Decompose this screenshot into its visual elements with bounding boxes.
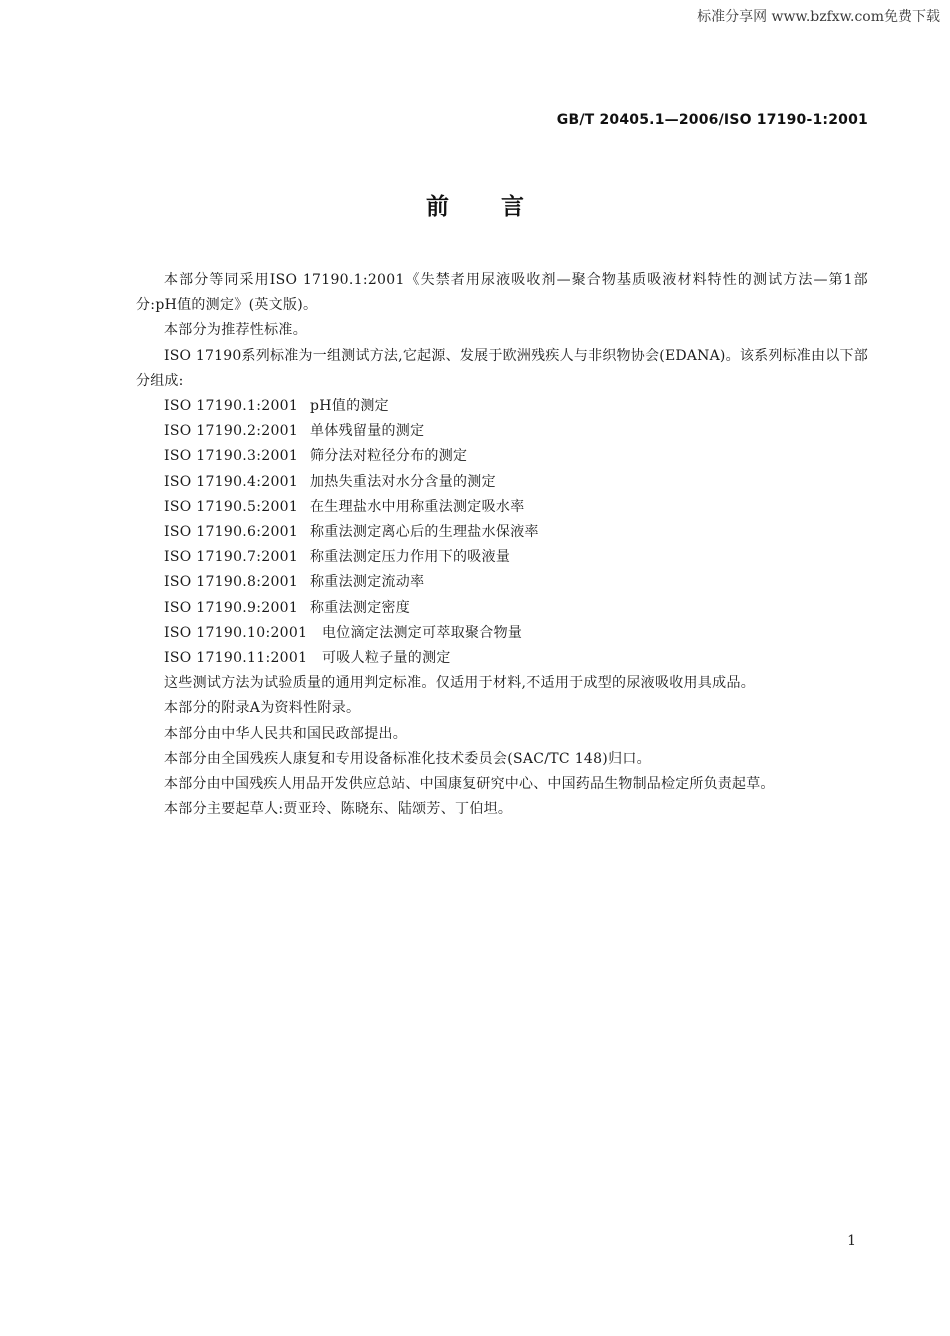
part-title: 称重法测定离心后的生理盐水保液率: [310, 524, 539, 541]
document-body: [136, 268, 868, 822]
list-item: [136, 444, 868, 469]
paragraph-annex: 本部分的附录A为资料性附录。: [164, 700, 361, 717]
list-item: [136, 596, 868, 621]
list-item: [136, 646, 868, 671]
list-item: [136, 545, 868, 570]
paragraph-managed-by: 本部分由全国残疾人康复和专用设备标准化技术委员会(SAC/TC 148)归口。: [164, 750, 651, 767]
paragraph-drafters: 本部分主要起草人:贾亚玲、陈晓东、陆颂芳、丁伯坦。: [164, 801, 513, 818]
paragraph-recommended: 本部分为推荐性标准。: [164, 322, 307, 339]
part-code: ISO 17190.11:2001: [164, 650, 308, 667]
part-code: ISO 17190.10:2001: [164, 624, 308, 641]
part-code: ISO 17190.5:2001: [164, 498, 299, 515]
list-item: [136, 495, 868, 520]
part-code: ISO 17190.8:2001: [164, 574, 299, 591]
part-title: 电位滴定法测定可萃取聚合物量: [322, 624, 523, 641]
part-title: 称重法测定密度: [310, 599, 411, 616]
part-title: 称重法测定流动率: [310, 574, 425, 591]
paragraph-scope: 这些测试方法为试验质量的通用判定标准。仅适用于材料,不适用于成型的尿液吸收用具成品。: [164, 675, 756, 692]
part-title: 单体残留量的测定: [310, 423, 425, 440]
part-code: ISO 17190.6:2001: [164, 524, 299, 541]
standard-code: GB/T 20405.1—2006/ISO 17190-1:2001: [556, 112, 868, 128]
part-code: ISO 17190.3:2001: [164, 448, 299, 465]
part-title: 在生理盐水中用称重法测定吸水率: [310, 498, 525, 515]
part-title: 加热失重法对水分含量的测定: [310, 473, 496, 490]
part-title: 称重法测定压力作用下的吸液量: [310, 549, 511, 566]
list-item: [136, 621, 868, 646]
part-code: ISO 17190.1:2001: [164, 398, 299, 415]
page-number: 1: [847, 1233, 856, 1249]
list-item: [136, 570, 868, 595]
part-title: 筛分法对粒径分布的测定: [310, 448, 468, 465]
part-title: pH值的测定: [310, 398, 389, 415]
part-code: ISO 17190.7:2001: [164, 549, 299, 566]
part-code: ISO 17190.2:2001: [164, 423, 299, 440]
part-code: ISO 17190.9:2001: [164, 599, 299, 616]
page-title: 前言: [426, 194, 576, 220]
part-title: 可吸人粒子量的测定: [322, 650, 451, 667]
paragraph-series-intro: ISO 17190系列标准为一组测试方法,它起源、发展于欧洲残疾人与非织物协会(EDANA)。该系列标准由以下部分组成:: [136, 347, 868, 389]
paragraph-adoption: 本部分等同采用ISO 17190.1:2001《失禁者用尿液吸收剂—聚合物基质吸液材料特性的测试方法—第1部分:pH值的测定》(英文版)。: [136, 272, 868, 314]
list-item: [136, 520, 868, 545]
parts-list: [136, 394, 868, 671]
part-code: ISO 17190.4:2001: [164, 473, 299, 490]
list-item: [136, 470, 868, 495]
list-item: [136, 394, 868, 419]
paragraph-drafted-by: 本部分由中国残疾人用品开发供应总站、中国康复研究中心、中国药品生物制品检定所负责起草。: [164, 776, 775, 793]
watermark-text: 标准分享网 www.bzfxw.com免费下载: [697, 9, 940, 25]
list-item: [136, 419, 868, 444]
paragraph-proposed-by: 本部分由中华人民共和国民政部提出。: [164, 725, 408, 742]
